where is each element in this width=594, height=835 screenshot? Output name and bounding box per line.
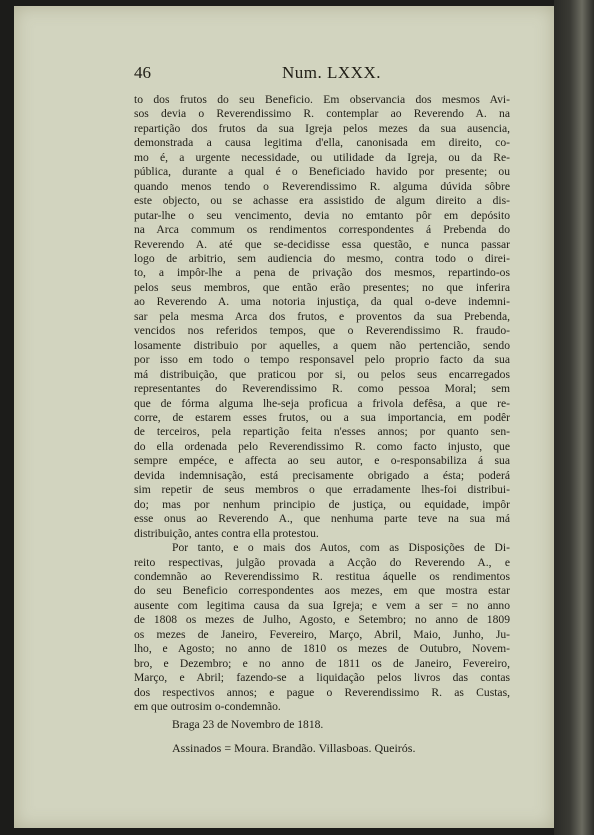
text-line: má distribuição, que praticou por si, ou pelos seus encarregados xyxy=(134,367,510,381)
text-line: os mezes de Janeiro, Fevereiro, Março, Abril, Maio, Junho, Ju- xyxy=(134,627,510,641)
text-line: corre, de estarem esses frutos, ou a sua importancia, em podêr xyxy=(134,410,510,424)
text-line: do seu Beneficio correspondentes aos mezes, em que mostra estar xyxy=(134,584,510,598)
text-line: losamente distribuio por aquelles, a quem não pertencião, sendo xyxy=(134,338,510,352)
text-line: esse onus ao Reverendo A., que nenhuma parte teve na sua má xyxy=(134,512,510,526)
text-line: dos respectivos annos; e pague o Reverendissimo R. as Custas, xyxy=(134,685,510,699)
paragraph-judgment-reasons xyxy=(134,93,510,541)
running-head: Num. LXXX. xyxy=(282,63,381,82)
text-line: de 1808 os mezes de Julho, Agosto, e Setembro; no anno de 1809 xyxy=(134,613,510,627)
text-line: demonstrada a causa legitima d'ella, canonisada em direito, co- xyxy=(134,136,510,150)
text-line: este objecto, ou se achasse era assistido de algum direito a dis- xyxy=(134,194,510,208)
next-page-edge xyxy=(554,0,594,835)
text-line: to dos frutos do seu Beneficio. Em observancia dos mesmos Avi- xyxy=(134,93,510,106)
text-line: que de fórma alguma lhe-seja proficua a frivola defêsa, a que re- xyxy=(134,396,510,410)
text-line: sempre empéce, e affecta ao seu autor, e o-responsabiliza á sua xyxy=(134,454,510,468)
text-line: putar-lhe o seu vencimento, devia no emtanto pôr em depósito xyxy=(134,208,510,222)
text-line: reito respectivas, julgão provada a Acção do Reverendo A., e xyxy=(134,555,510,569)
text-line: distribuição, antes contra ella protestou. xyxy=(134,526,319,540)
text-line: Março, e Abril; fazendo-se a liquidação pelos livros das contas xyxy=(134,671,510,685)
text-line: em que outrosim o-condemnão. xyxy=(134,700,281,714)
text-line: do; mas por nenhum principio de justiça, ou equidade, impôr xyxy=(134,497,510,511)
text-line: vencidos nos referidos tempos, que o Reverendissimo R. fraudo- xyxy=(134,324,510,338)
text-line: mo é, a urgente necessidade, ou utilidade da Igreja, ou da Re- xyxy=(134,150,510,164)
text-line: condemnão ao Reverendissimo R. restitua áquelle os rendimentos xyxy=(134,569,510,583)
text-line: ausente com legitima causa da sua Igreja; e vem a ser = no anno xyxy=(134,598,510,612)
paragraph-ruling xyxy=(134,541,510,714)
text-line: Reverendo A. até que se-decidisse essa questão, e nunca passar xyxy=(134,237,510,251)
text-line: por isso em todo o tempo responsavel pelo proprio facto da sua xyxy=(134,353,510,367)
text-line: do ella ordenada pelo Reverendissimo R. como facto injusto, que xyxy=(134,439,510,453)
text-line: pelos seus membros, que então erão presentes; no que inferira xyxy=(134,280,510,294)
dateline: Braga 23 de Novembro de 1818. xyxy=(172,718,324,732)
text-line: lho, e Agosto; no anno de 1810 os mezes de Outubro, Novem- xyxy=(134,642,510,656)
text-line: sim repetir de seus membros o que erradamente lhes-foi distribui- xyxy=(134,483,510,497)
text-line: na Arca commum os rendimentos correspondentes á Prebenda do xyxy=(134,223,510,237)
text-line: repartição dos frutos da sua Igreja pelos mezes da sua ausencia, xyxy=(134,121,510,135)
text-line: to, a impôr-lhe a pena de privação dos mesmos, repartindo-os xyxy=(134,266,510,280)
text-line: Por tanto, e o mais dos Autos, com as Disposições de Di- xyxy=(172,541,510,555)
text-line: logo de arbitrio, sem audiencia do mesmo, contra todo o direi- xyxy=(134,251,510,265)
text-line: pública, durante a qual é o Beneficiado havido por presente; ou xyxy=(134,165,510,179)
page-number: 46 xyxy=(134,63,151,82)
document-body xyxy=(134,93,510,755)
text-line: quando menos tendo o Reverendissimo R. alguma dúvida sôbre xyxy=(134,179,510,193)
text-line: de terceiros, pela repartição feita n'esses annos; por quanto sen- xyxy=(134,425,510,439)
text-line: bro, e Dezembro; e no anno de 1811 os de Janeiro, Fevereiro, xyxy=(134,656,510,670)
signatures: Assinados = Moura. Brandão. Villasboas. Queirós. xyxy=(172,740,416,755)
text-line: ao Reverendo A. uma notoria injustiça, da qual o-deve indemni- xyxy=(134,295,510,309)
page-header xyxy=(134,63,510,87)
text-line: representantes do Reverendissimo R. como pessoa Moral; sem xyxy=(134,382,510,396)
text-line: sar pela mesma Arca dos frutos, e proventos da sua Prebenda, xyxy=(134,309,510,323)
text-line: sos devia o Reverendissimo R. contemplar ao Reverendo A. na xyxy=(134,107,510,121)
text-line: devida indemnisação, está precisamente obrigado a ésta; poderá xyxy=(134,468,510,482)
